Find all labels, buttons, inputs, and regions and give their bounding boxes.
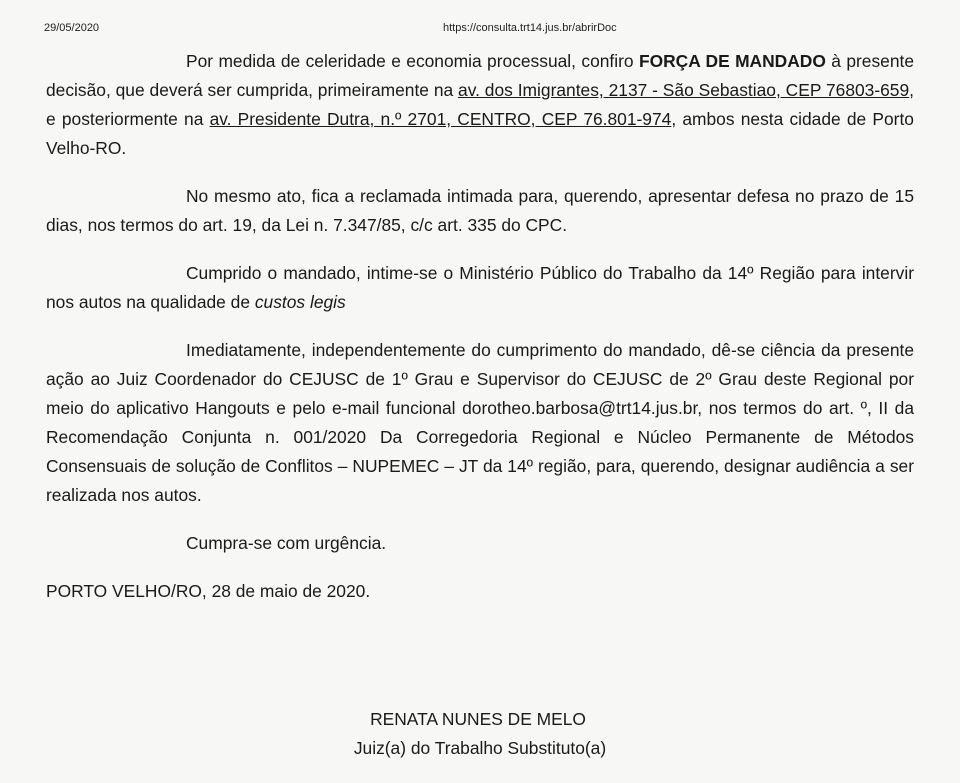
place-and-date: PORTO VELHO/RO, 28 de maio de 2020.	[46, 581, 371, 601]
paragraph-mandado: Por medida de celeridade e economia processual, confiro FORÇA DE MANDADO à presente decisão, que deverá ser cumprida, primeiramente na av. dos Imigrantes, 2137 - São Sebastiao, CEP 76803-659, e posteriormente na av. Presidente Dutra, n.º 2701, CENTRO, CEP 76.801-974, ambos nesta cidade de Porto Velho-RO.	[46, 51, 915, 158]
print-url: https://consulta.trt14.jus.br/abrirDoc	[443, 22, 617, 34]
print-header	[0, 22, 960, 38]
document-body	[46, 47, 914, 606]
address-presidente-dutra: av. Presidente Dutra, n.º 2701, CENTRO, CEP 76.801-974	[209, 109, 672, 129]
signer-role: Juiz(a) do Trabalho Substituto(a)	[353, 738, 607, 758]
paragraph-ministerio-publico: Cumprido o mandado, intime-se o Ministério Público do Trabalho da 14º Região para intervir nos autos na qualidade de custos legis	[46, 263, 914, 312]
paragraph-cumpra-se: Cumpra-se com urgência.	[186, 533, 387, 553]
print-date: 29/05/2020	[44, 22, 100, 34]
signer-name: RENATA NUNES DE MELO	[370, 709, 586, 729]
custos-legis: custos legis	[254, 292, 346, 312]
paragraph-intimacao: No mesmo ato, fica a reclamada intimada para, querendo, apresentar defesa no prazo de 15 dias, nos termos do art. 19, da Lei n. 7.347/85, c/c art. 335 do CPC.	[46, 186, 914, 235]
signature-block	[0, 705, 960, 763]
address-imigrantes: av. dos Imigrantes, 2137 - São Sebastiao, CEP 76803-659	[458, 80, 910, 100]
forca-de-mandado: FORÇA DE MANDADO	[638, 51, 826, 71]
paragraph-ciencia: Imediatamente, independentemente do cumprimento do mandado, dê-se ciência da presente ação ao Juiz Coordenador do CEJUSC de 1º Grau e Supervisor do CEJUSC de 2º Grau deste Regional por meio do aplicativo Hangouts e pelo e-mail funcional dorotheo.barbosa@trt14.jus.br, nos termos do art. º, II da Recomendação Conjunta n. 001/2020 Da Corregedoria Regional e Núcleo Permanente de Métodos Consensuais de solução de Conflitos – NUPEMEC – JT da 14º região, para, querendo, designar audiência a ser realizada nos autos.	[46, 340, 914, 505]
